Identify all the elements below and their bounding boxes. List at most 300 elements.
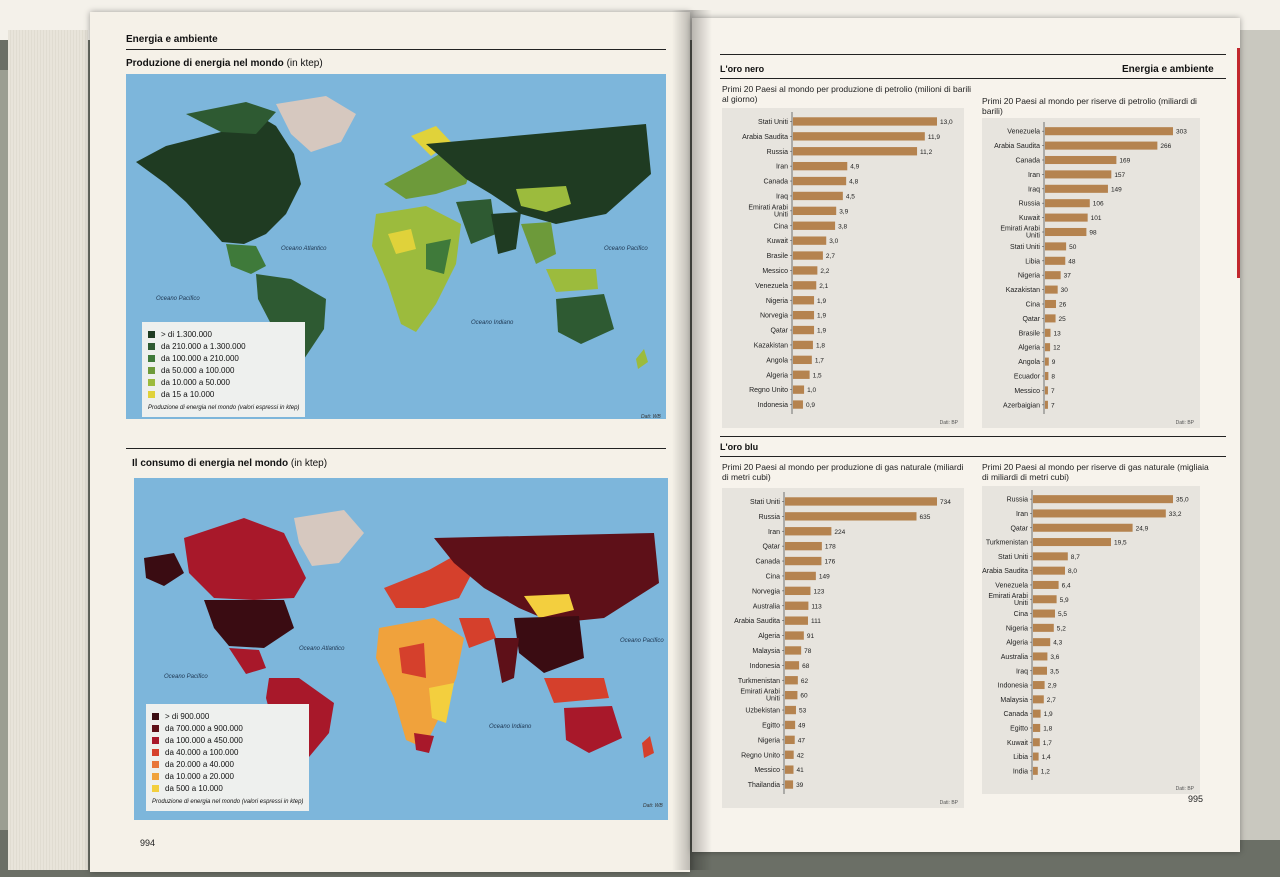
data-label: 50 xyxy=(1069,243,1077,251)
bar xyxy=(1033,738,1040,746)
category-label: Libia xyxy=(1025,258,1040,266)
data-label: 53 xyxy=(798,707,807,715)
data-label: 98 xyxy=(1089,229,1097,237)
chart-title: Primi 20 Paesi al mondo per riserve di petrolio (miliardi di barili) xyxy=(982,96,1197,116)
chart-source: Dati: BP xyxy=(939,800,958,806)
header-rule xyxy=(126,49,666,50)
category-label: Messico xyxy=(762,267,788,275)
category-label: Regno Unito xyxy=(741,752,780,760)
legend-note: Produzione di energia nel mondo (valori espressi in ktep) xyxy=(152,799,304,805)
legend-item xyxy=(152,734,303,746)
data-label: 1,5 xyxy=(812,372,822,380)
oil-reserves-chart xyxy=(982,118,1200,428)
bar xyxy=(785,751,794,759)
legend-label: da 100.000 a 210.000 xyxy=(161,353,239,363)
legend-label: da 10.000 a 50.000 xyxy=(161,377,230,387)
data-label: 734 xyxy=(940,498,951,506)
bar xyxy=(793,400,803,408)
section-title-gas: L'oro blu xyxy=(720,442,759,452)
bar xyxy=(793,341,813,349)
bar xyxy=(793,132,925,140)
category-label: Regno Unito xyxy=(749,387,788,395)
data-label: 149 xyxy=(1110,186,1122,194)
chart-title: Primi 20 Paesi al mondo per riserve di gas naturale (migliaia di miliardi di metri cubi) xyxy=(982,462,1209,482)
data-label: 2,7 xyxy=(1046,696,1056,704)
data-label: 11,2 xyxy=(920,148,933,156)
category-label: Canada xyxy=(755,558,780,566)
bar xyxy=(785,721,795,729)
bar xyxy=(1033,610,1055,618)
category-label: Stati Uniti xyxy=(1010,243,1040,251)
data-label: 3,8 xyxy=(838,223,848,231)
data-label: 176 xyxy=(824,558,836,566)
bar xyxy=(1045,286,1058,294)
category-label: Indonesia xyxy=(997,682,1028,690)
category-label: Cina xyxy=(765,573,780,581)
consumption-legend xyxy=(146,704,309,811)
legend-item xyxy=(152,722,303,734)
bar xyxy=(793,251,823,259)
ocean-label: Oceano Pacifico xyxy=(604,246,648,252)
category-label: Emirati Arabi Uniti xyxy=(988,592,1028,607)
legend-note: Produzione di energia nel mondo (valori espressi in ktep) xyxy=(148,405,300,411)
bar xyxy=(785,780,793,788)
bar xyxy=(1045,214,1088,222)
bar xyxy=(785,497,937,505)
data-label: 1,8 xyxy=(815,342,825,350)
bar xyxy=(1045,228,1086,236)
section-rule xyxy=(720,456,1226,457)
data-label: 178 xyxy=(824,543,836,551)
bar xyxy=(1033,581,1059,589)
data-label: 0,9 xyxy=(805,402,816,410)
data-label: 91 xyxy=(806,633,815,641)
category-label: Arabia Saudita xyxy=(742,133,788,141)
edge-marker xyxy=(1237,48,1240,278)
data-label: 1,7 xyxy=(1042,739,1052,747)
category-label: Kuwait xyxy=(1006,739,1028,747)
running-head: Energia e ambiente xyxy=(126,34,218,45)
bar xyxy=(793,192,843,200)
category-label: Canada xyxy=(1015,157,1040,165)
data-label: 47 xyxy=(797,737,805,745)
legend-swatch xyxy=(148,331,155,338)
data-label: 12 xyxy=(1053,344,1061,352)
category-label: Malaysia xyxy=(1000,696,1028,704)
category-label: Venezuela xyxy=(995,582,1028,590)
bar xyxy=(1045,199,1090,207)
data-label: 1,9 xyxy=(1043,711,1053,719)
data-label: 4,3 xyxy=(1053,639,1063,647)
bar xyxy=(1033,753,1039,761)
bar xyxy=(1033,624,1054,632)
data-label: 303 xyxy=(1176,128,1187,136)
category-label: Qatar xyxy=(770,327,788,335)
bar xyxy=(1045,329,1050,337)
consumption-map-title: Il consumo di energia nel mondo (in ktep) xyxy=(132,458,328,469)
data-label: 9 xyxy=(1051,359,1056,367)
bar xyxy=(1045,314,1056,322)
data-label: 1,7 xyxy=(814,357,824,365)
data-label: 1,4 xyxy=(1041,754,1051,762)
category-label: Indonesia xyxy=(749,662,780,670)
legend-swatch xyxy=(152,737,159,744)
data-label: 3,9 xyxy=(839,208,849,216)
bar xyxy=(793,371,810,379)
bar xyxy=(785,512,916,520)
legend-swatch xyxy=(148,379,155,386)
legend-item xyxy=(152,746,303,758)
bar xyxy=(1033,652,1047,660)
category-label: Malaysia xyxy=(752,647,780,655)
data-label: 101 xyxy=(1090,215,1102,223)
data-label: 48 xyxy=(1068,258,1076,266)
data-label: 8,0 xyxy=(1068,568,1078,576)
category-label: Azerbaigian xyxy=(1003,402,1040,410)
bar xyxy=(1033,767,1038,775)
left-page xyxy=(90,12,690,872)
bar xyxy=(1045,257,1065,265)
category-label: Nigeria xyxy=(1017,272,1040,280)
data-label: 7 xyxy=(1050,387,1055,395)
bar xyxy=(1045,343,1050,351)
legend-label: > di 900.000 xyxy=(165,711,210,721)
data-label: 6,4 xyxy=(1061,582,1071,590)
category-label: Kazakistan xyxy=(753,342,788,350)
bar-chart-svg xyxy=(982,486,1200,794)
data-label: 3,6 xyxy=(1050,653,1060,661)
bar xyxy=(785,616,808,624)
bar xyxy=(1033,509,1166,517)
category-label: Russia xyxy=(758,513,780,521)
category-label: Angola xyxy=(1018,359,1040,367)
legend-item xyxy=(148,376,299,388)
category-label: Iran xyxy=(1027,171,1040,179)
bar xyxy=(793,326,814,334)
data-label: 635 xyxy=(919,513,931,521)
page-edges xyxy=(8,30,88,870)
category-label: Nigeria xyxy=(757,737,780,745)
data-label: 149 xyxy=(818,573,830,581)
bar-chart-svg xyxy=(722,488,964,808)
chart-source: Dati: BP xyxy=(939,420,958,426)
bar xyxy=(1033,724,1040,732)
running-head: Energia e ambiente xyxy=(1122,64,1214,75)
bar xyxy=(1033,595,1057,603)
bar xyxy=(1045,242,1066,250)
category-label: Algeria xyxy=(758,633,780,641)
category-label: Algeria xyxy=(766,372,788,380)
ocean-label: Oceano Atlantico xyxy=(281,246,327,252)
data-label: 1,8 xyxy=(1043,725,1053,733)
legend-label: da 10.000 a 20.000 xyxy=(165,771,234,781)
category-label: Arabia Saudita xyxy=(734,618,780,626)
category-label: Nigeria xyxy=(1005,625,1028,633)
bar xyxy=(1033,638,1050,646)
category-label: Angola xyxy=(766,357,788,365)
bar xyxy=(785,631,804,639)
data-label: 49 xyxy=(798,722,806,730)
data-label: 4,5 xyxy=(845,193,855,201)
category-label: India xyxy=(1012,768,1028,776)
ocean-label: Oceano Pacifico xyxy=(164,674,208,680)
bar xyxy=(1045,386,1048,394)
bar xyxy=(1033,567,1065,575)
bar xyxy=(785,736,795,744)
bar xyxy=(1045,156,1116,164)
bar xyxy=(1045,300,1056,308)
page-number: 994 xyxy=(140,838,156,848)
legend-item xyxy=(148,340,299,352)
bar xyxy=(1033,538,1111,546)
chart-title: Primi 20 Paesi al mondo per produzione di petrolio (milioni di barili al giorno) xyxy=(722,84,971,104)
data-label: 26 xyxy=(1058,301,1067,309)
data-label: 68 xyxy=(802,662,810,670)
legend-item xyxy=(148,352,299,364)
data-label: 42 xyxy=(796,752,804,760)
legend-label: da 100.000 a 450.000 xyxy=(165,735,243,745)
data-label: 1,9 xyxy=(817,312,827,320)
bar xyxy=(1033,681,1045,689)
data-label: 41 xyxy=(796,767,804,775)
category-label: Kazakistan xyxy=(1005,287,1040,295)
category-label: Iran xyxy=(767,528,780,536)
legend-swatch xyxy=(148,343,155,350)
category-label: Emirati Arabi Uniti xyxy=(1000,225,1040,240)
page-number: 995 xyxy=(1188,794,1204,804)
legend-item xyxy=(152,758,303,770)
data-label: 2,2 xyxy=(820,267,830,275)
bar xyxy=(785,527,831,535)
legend-swatch xyxy=(148,391,155,398)
category-label: Kuwait xyxy=(766,238,788,246)
data-label: 13 xyxy=(1053,330,1061,338)
header-rule xyxy=(720,54,1226,55)
oil-production-chart xyxy=(722,108,964,428)
bar xyxy=(785,587,810,595)
bar xyxy=(1045,358,1049,366)
category-label: Emirati Arabi Uniti xyxy=(748,204,788,219)
category-label: Turkmenistan xyxy=(985,539,1028,547)
legend-item xyxy=(152,782,303,794)
data-label: 60 xyxy=(800,692,808,700)
data-label: 30 xyxy=(1060,287,1068,295)
chart-source: Dati: BP xyxy=(1175,420,1194,426)
category-label: Canada xyxy=(763,178,788,186)
category-label: Stati Uniti xyxy=(998,553,1028,561)
legend-swatch xyxy=(152,773,159,780)
legend-label: da 210.000 a 1.300.000 xyxy=(161,341,246,351)
category-label: Egitto xyxy=(1010,725,1028,733)
category-label: Algeria xyxy=(1018,344,1040,352)
section-rule xyxy=(720,436,1226,437)
data-label: 35,0 xyxy=(1176,496,1189,504)
legend-item xyxy=(152,710,303,722)
bar xyxy=(793,222,835,230)
data-label: 4,9 xyxy=(850,163,860,171)
gas-reserves-chart xyxy=(982,486,1200,794)
legend-swatch xyxy=(152,761,159,768)
data-label: 78 xyxy=(804,647,812,655)
bar xyxy=(1033,667,1047,675)
bar xyxy=(785,706,796,714)
category-label: Nigeria xyxy=(765,297,788,305)
category-label: Cina xyxy=(773,223,788,231)
data-label: 169 xyxy=(1119,157,1131,165)
gas-production-chart xyxy=(722,488,964,808)
data-label: 39 xyxy=(796,782,804,790)
legend-swatch xyxy=(152,725,159,732)
data-label: 8 xyxy=(1051,373,1056,381)
data-label: 37 xyxy=(1063,272,1071,280)
category-label: Iraq xyxy=(1027,186,1040,194)
legend-label: da 50.000 a 100.000 xyxy=(161,365,235,375)
data-label: 111 xyxy=(810,618,821,626)
bar xyxy=(1045,271,1061,279)
bar xyxy=(1033,524,1133,532)
right-page xyxy=(692,18,1240,852)
category-label: Turkmenistan xyxy=(737,677,780,685)
category-label: Canada xyxy=(1003,711,1028,719)
category-label: Brasile xyxy=(1018,330,1040,338)
legend-swatch xyxy=(152,749,159,756)
category-label: Iran xyxy=(775,163,788,171)
bar xyxy=(1045,170,1111,178)
bar xyxy=(793,356,812,364)
category-label: Thailandia xyxy=(747,782,780,790)
category-label: Libia xyxy=(1013,754,1028,762)
bar xyxy=(1033,710,1041,718)
bar xyxy=(785,691,797,699)
category-label: Norvegia xyxy=(751,588,780,596)
legend-label: da 40.000 a 100.000 xyxy=(165,747,239,757)
section-rule xyxy=(720,78,1226,79)
bar xyxy=(1045,185,1108,193)
category-label: Uzbekistan xyxy=(745,707,780,715)
book-gutter xyxy=(672,10,712,870)
category-label: Algeria xyxy=(1006,639,1028,647)
consumption-world-map xyxy=(134,478,668,820)
category-label: Russia xyxy=(1006,496,1028,504)
category-label: Kuwait xyxy=(1018,215,1040,223)
category-label: Qatar xyxy=(762,543,780,551)
data-label: 157 xyxy=(1114,171,1126,179)
ocean-label: Oceano Atlantico xyxy=(299,646,345,652)
data-label: 2,1 xyxy=(819,282,829,290)
legend-swatch xyxy=(148,355,155,362)
bar xyxy=(1033,495,1173,503)
data-label: 11,9 xyxy=(927,133,940,141)
bar xyxy=(793,236,826,244)
ocean-label: Oceano Indiano xyxy=(471,320,514,326)
legend-item xyxy=(152,770,303,782)
data-label: 19,5 xyxy=(1114,539,1127,547)
category-label: Brasile xyxy=(766,253,788,261)
production-map-title: Produzione di energia nel mondo (in ktep) xyxy=(126,58,323,69)
bar-chart-svg xyxy=(722,108,964,428)
category-label: Messico xyxy=(754,767,780,775)
data-label: 62 xyxy=(800,677,809,685)
data-label: 123 xyxy=(813,588,825,596)
bar xyxy=(785,661,799,669)
category-label: Egitto xyxy=(762,722,780,730)
data-label: 4,8 xyxy=(849,178,859,186)
legend-swatch xyxy=(148,367,155,374)
map-source: Dati: WB xyxy=(643,803,663,809)
bar xyxy=(793,117,937,125)
legend-label: da 500 a 10.000 xyxy=(165,783,223,793)
category-label: Iraq xyxy=(1015,668,1028,676)
bar xyxy=(785,646,801,654)
bar-chart-svg xyxy=(982,118,1200,428)
category-label: Russia xyxy=(1018,200,1040,208)
data-label: 5,5 xyxy=(1058,611,1068,619)
bar xyxy=(793,147,917,155)
category-label: Stati Uniti xyxy=(750,498,780,506)
bar xyxy=(793,281,816,289)
bar xyxy=(1033,695,1044,703)
data-label: 24,9 xyxy=(1135,525,1149,533)
category-label: Arabia Saudita xyxy=(994,143,1040,151)
data-label: 2,7 xyxy=(825,253,835,261)
data-label: 1,9 xyxy=(817,327,827,335)
category-label: Cina xyxy=(1025,301,1040,309)
data-label: 25 xyxy=(1058,315,1066,323)
data-label: 13,0 xyxy=(940,118,953,126)
ocean-label: Oceano Pacifico xyxy=(620,638,664,644)
data-label: 2,9 xyxy=(1047,682,1057,690)
legend-label: da 15 a 10.000 xyxy=(161,389,215,399)
bar xyxy=(793,296,814,304)
data-label: 1,9 xyxy=(817,297,827,305)
bar xyxy=(1045,142,1157,150)
bar xyxy=(785,542,822,550)
chart-title: Primi 20 Paesi al mondo per produzione di gas naturale (miliardi di metri cubi) xyxy=(722,462,964,482)
legend-item xyxy=(148,364,299,376)
bar xyxy=(785,557,821,565)
category-label: Messico xyxy=(1014,387,1040,395)
legend-label: da 700.000 a 900.000 xyxy=(165,723,243,733)
bar xyxy=(1045,372,1048,380)
legend-swatch xyxy=(152,713,159,720)
category-label: Stati Uniti xyxy=(758,118,788,126)
data-label: 106 xyxy=(1092,200,1104,208)
bar xyxy=(793,162,847,170)
data-label: 113 xyxy=(811,603,822,611)
category-label: Iraq xyxy=(775,193,788,201)
category-label: Venezuela xyxy=(1007,128,1040,136)
category-label: Iran xyxy=(1015,510,1028,518)
legend-swatch xyxy=(152,785,159,792)
bar xyxy=(1045,401,1048,409)
category-label: Russia xyxy=(766,148,788,156)
legend-label: da 20.000 a 40.000 xyxy=(165,759,234,769)
bar xyxy=(785,602,808,610)
section-title-oil: L'oro nero xyxy=(720,64,765,74)
bar xyxy=(785,572,816,580)
data-label: 3,0 xyxy=(829,238,839,246)
category-label: Qatar xyxy=(1022,315,1040,323)
ocean-label: Oceano Indiano xyxy=(489,724,532,730)
data-label: 5,2 xyxy=(1056,625,1066,633)
data-label: 33,2 xyxy=(1168,510,1182,518)
data-label: 7 xyxy=(1050,402,1055,410)
ocean-label: Oceano Pacifico xyxy=(156,296,200,302)
legend-item xyxy=(148,328,299,340)
category-label: Australia xyxy=(1000,653,1028,661)
bar xyxy=(793,207,836,215)
bar xyxy=(793,311,814,319)
